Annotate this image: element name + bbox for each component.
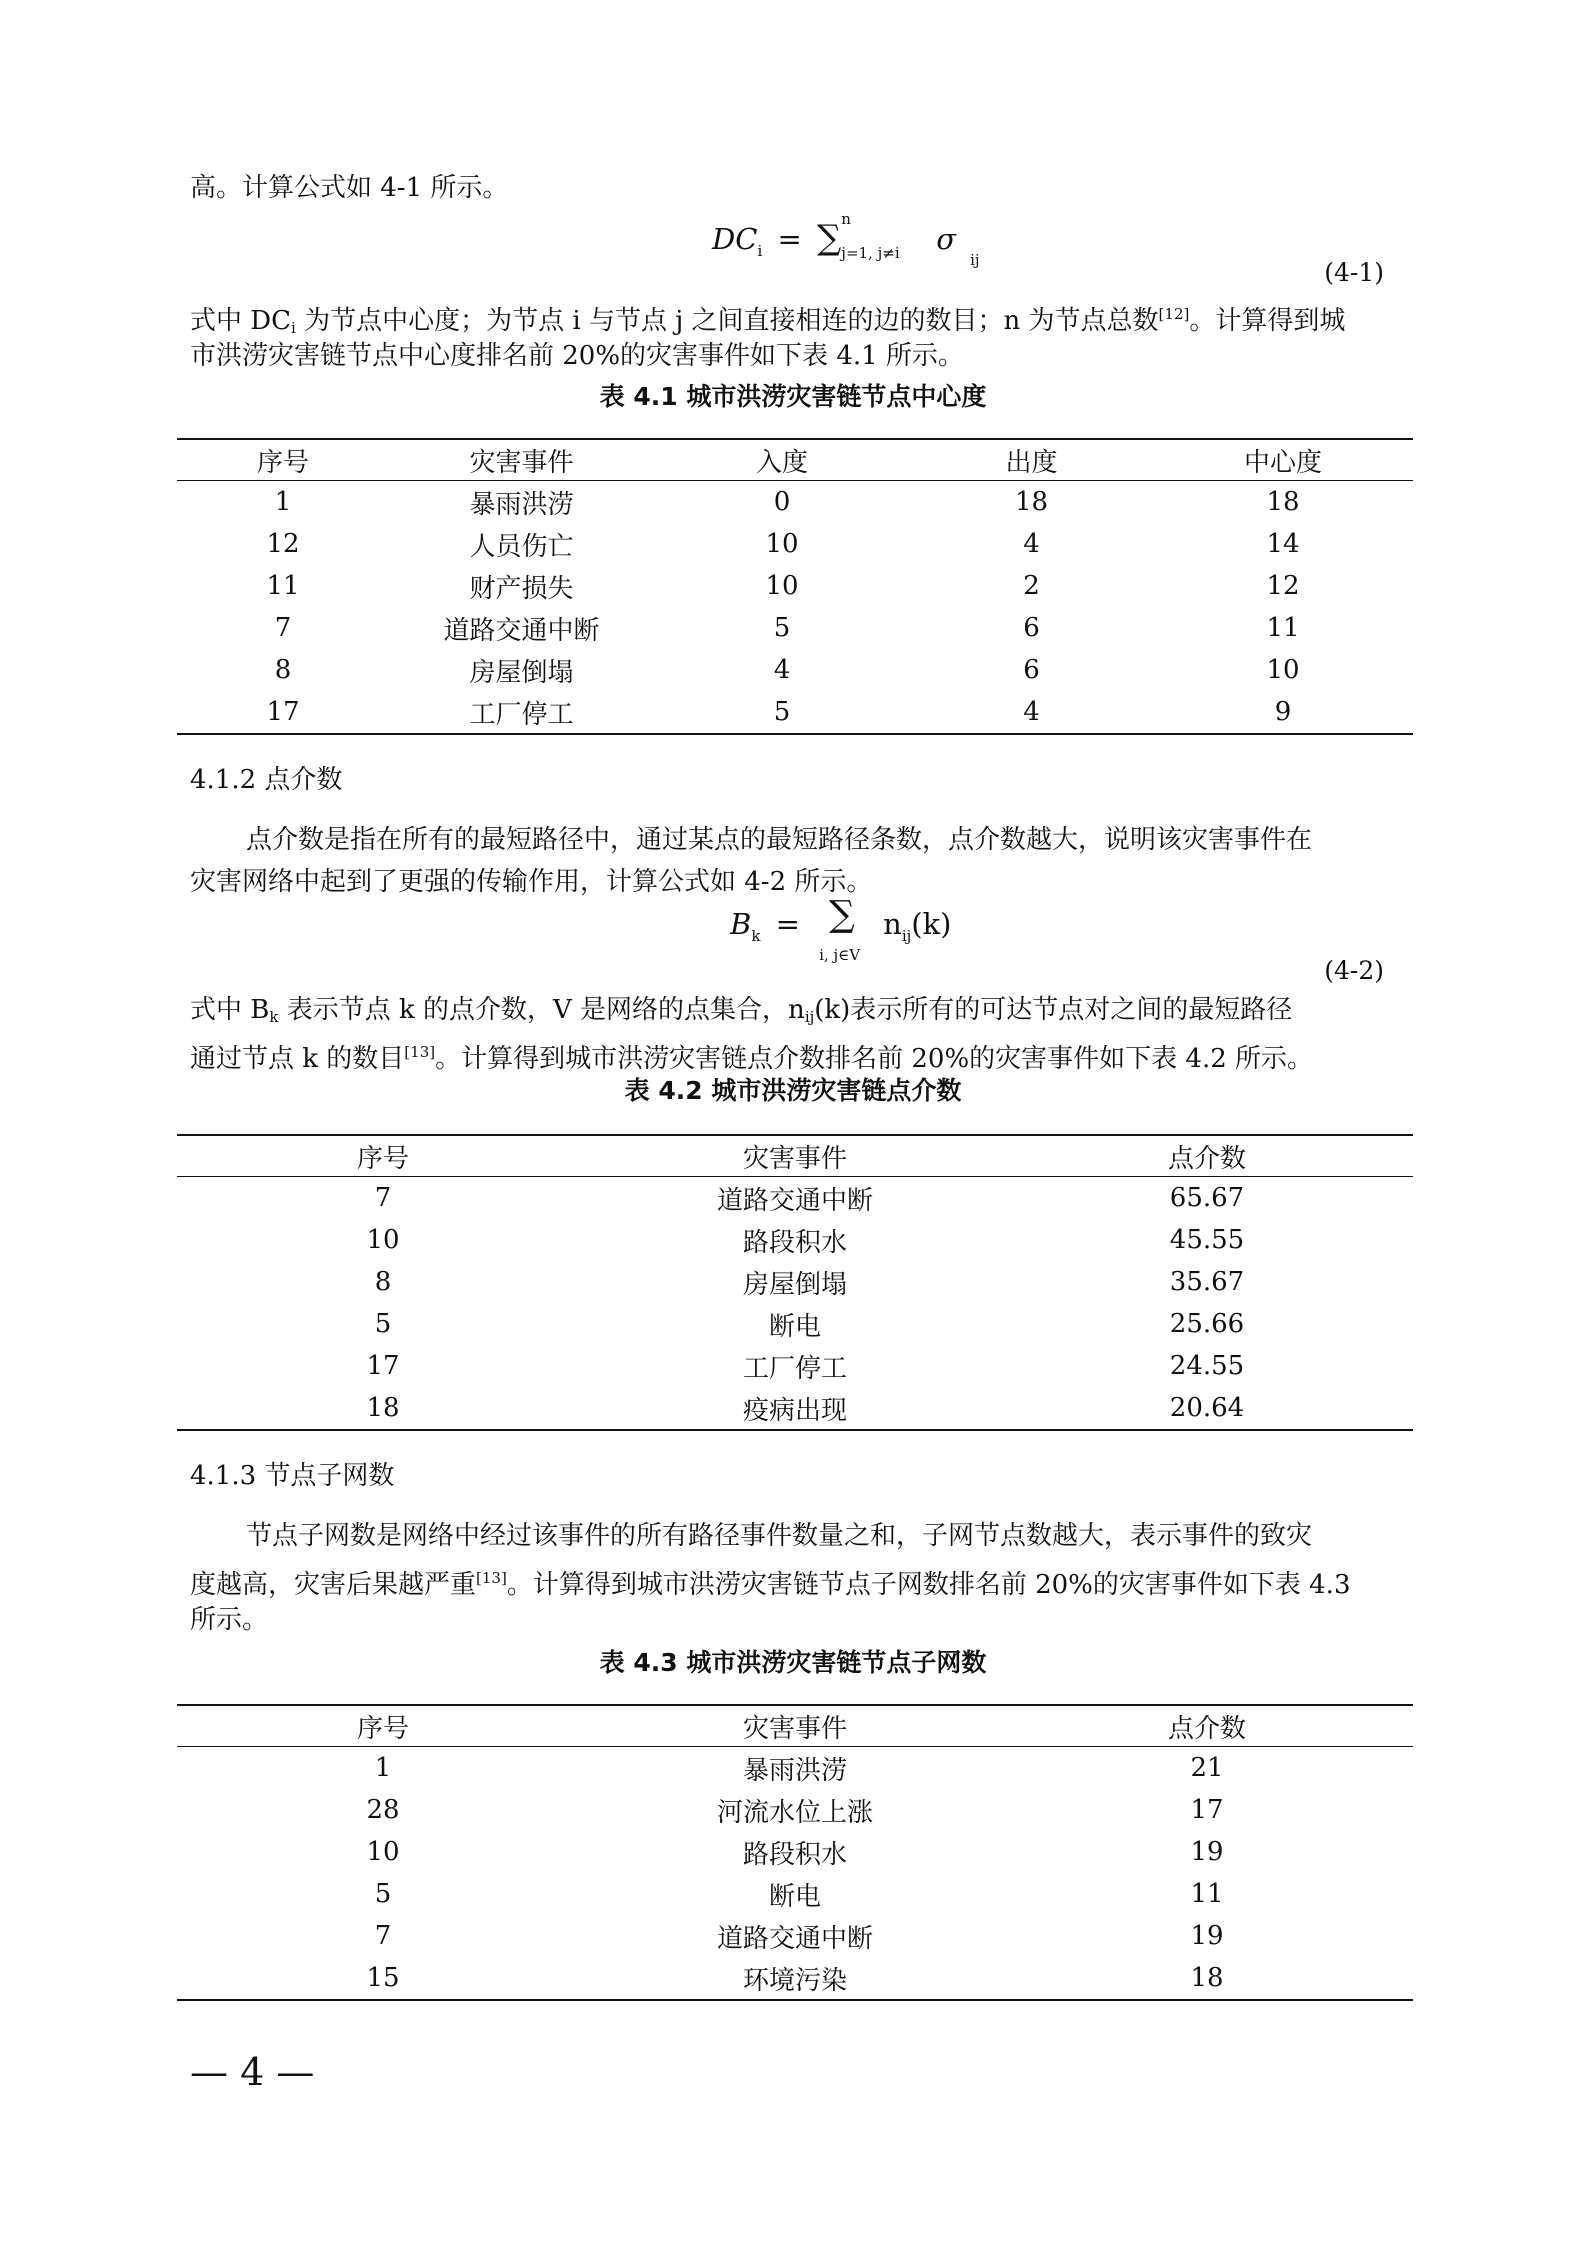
formula-eq: = [777, 222, 802, 256]
table-row [177, 481, 1413, 524]
table-cell: 28 [366, 1795, 400, 1825]
formula-lhs-sub: i [757, 241, 763, 260]
text-run: 度越高，灾害后果越严重 [190, 1570, 477, 1600]
table-cell: 房屋倒塌 [742, 1269, 847, 1300]
equation-number-4-2: (4-2) [1324, 956, 1384, 985]
formula-arg: (k) [911, 907, 952, 941]
table-cell: 暴雨洪涝 [742, 1755, 847, 1786]
table-cell: 房屋倒塌 [469, 657, 574, 688]
table-cell: 8 [274, 655, 292, 685]
table-cell: 路段积水 [742, 1227, 847, 1258]
table-cell: 12 [266, 529, 300, 559]
table-cell: 6 [1023, 613, 1040, 643]
sum-block [815, 894, 883, 964]
formula-n-sub: ij [901, 926, 912, 945]
table-cell: 断电 [768, 1881, 821, 1912]
section-heading-4-1-3: 4.1.3 节点子网数 [190, 1461, 395, 1491]
paragraph-intro: 高。计算公式如 4-1 所示。 [190, 173, 509, 203]
formula-lhs-sub: k [751, 926, 761, 945]
formula-sigma: σ [936, 222, 957, 256]
table-cell: 工厂停工 [389, 691, 654, 734]
table-row [177, 1873, 1413, 1915]
table-cell: 6 [1023, 655, 1040, 685]
table-header-cell: 序号 [177, 439, 389, 481]
table-row [177, 1747, 1413, 1790]
table-cell: 11 [266, 571, 300, 601]
table-header-cell: 点介数 [1001, 1135, 1413, 1177]
table-cell: 5 [374, 1309, 392, 1339]
paragraph-subnet-3: 所示。 [190, 1605, 269, 1635]
table-cell: 17 [177, 691, 389, 734]
table-cell: 4 [1023, 529, 1040, 559]
paragraph-formula-desc-2: 市洪涝灾害链节点中心度排名前 20%的灾害事件如下表 4.1 所示。 [190, 341, 964, 371]
table-cell: 人员伤亡 [469, 531, 574, 562]
table-row [177, 1177, 1413, 1220]
paragraph-subnet-1: 节点子网数是网络中经过该事件的所有路径事件数量之和，子网节点数越大，表示事件的致灾 [246, 1521, 1313, 1551]
table-cell: 11 [1190, 1879, 1224, 1909]
text-run: 表示节点 k 的点介数，V 是网络的点集合，n [278, 995, 805, 1025]
table-cell: 9 [1153, 691, 1413, 734]
table-4-3 [177, 1704, 1413, 2001]
table-cell: 7 [274, 613, 292, 643]
table-cell: 5 [374, 1879, 392, 1909]
formula-lhs: B [730, 907, 752, 941]
sum-sub: i, j∈V [819, 946, 861, 964]
summation-icon: ∑ [829, 894, 855, 935]
text-subscript: i [291, 319, 296, 337]
table-cell: 道路交通中断 [716, 1923, 873, 1954]
table-row [177, 1387, 1413, 1430]
table-cell: 0 [773, 487, 791, 517]
text-subscript: ij [804, 1008, 815, 1026]
table-cell: 5 [654, 691, 910, 734]
text-run: (k)表示所有的可达节点对之间的最短路径 [814, 995, 1293, 1025]
paragraph-formula-desc-4 [190, 1034, 1313, 1077]
text-run: 为节点中心度；为节点 i 与节点 j 之间直接相连的边的数目；n 为节点总数 [295, 306, 1159, 336]
table-4-3-caption: 表 4.3 城市洪涝灾害链节点子网数 [599, 1648, 987, 1677]
table-header-cell: 灾害事件 [589, 1135, 1001, 1177]
table-row [177, 1957, 1413, 2000]
table-header-cell: 点介数 [1001, 1705, 1413, 1747]
table-header-cell: 灾害事件 [589, 1705, 1001, 1747]
paragraph-betweenness-2: 灾害网络中起到了更强的传输作用，计算公式如 4-2 所示。 [190, 867, 873, 897]
table-cell: 工厂停工 [742, 1353, 847, 1384]
table-header-cell: 序号 [177, 1135, 589, 1177]
table-cell: 11 [1266, 613, 1300, 643]
table-cell: 7 [374, 1921, 392, 1951]
table-cell: 7 [374, 1183, 392, 1213]
paragraph-formula-desc-3 [190, 992, 1292, 1035]
table-cell: 10 [765, 529, 799, 559]
table-4-1 [177, 438, 1413, 735]
table-cell: 17 [1190, 1795, 1224, 1825]
table-cell: 8 [374, 1267, 392, 1297]
table-cell: 35.67 [1169, 1267, 1245, 1297]
table-cell: 疫病出现 [589, 1387, 1001, 1430]
table-cell: 河流水位上涨 [716, 1797, 873, 1828]
table-cell: 10 [366, 1837, 400, 1867]
table-row [177, 649, 1413, 691]
formula-4-2 [730, 894, 952, 964]
citation-ref: [13] [476, 1569, 507, 1587]
table-cell: 12 [1266, 571, 1300, 601]
table-cell: 断电 [768, 1311, 821, 1342]
formula-4-1 [712, 210, 980, 269]
table-row [177, 1831, 1413, 1873]
table-cell: 道路交通中断 [716, 1185, 873, 1216]
table-4-2-caption: 表 4.2 城市洪涝灾害链点介数 [624, 1076, 962, 1105]
text-run: 通过节点 k 的数目 [190, 1044, 405, 1074]
table-cell: 10 [1266, 655, 1300, 685]
table-row [177, 1915, 1413, 1957]
table-row [177, 1345, 1413, 1387]
table-cell: 道路交通中断 [443, 615, 600, 646]
sum-sub: j=1, j≠i [841, 244, 900, 262]
table-row [177, 691, 1413, 734]
page-number: — 4 — [190, 2050, 315, 2094]
table-cell: 10 [765, 571, 799, 601]
table-header-cell: 入度 [654, 439, 910, 481]
table-cell: 18 [1014, 487, 1049, 517]
table-cell: 1 [274, 487, 292, 517]
table-cell: 19 [1190, 1921, 1224, 1951]
table-header-cell: 序号 [177, 1705, 589, 1747]
table-cell: 24.55 [1169, 1351, 1245, 1381]
table-cell: 18 [177, 1387, 589, 1430]
citation-ref: [12] [1158, 305, 1190, 323]
section-heading-4-1-2: 4.1.2 点介数 [190, 765, 343, 795]
text-run: 。计算得到城市洪涝灾害链节点子网数排名前 20%的灾害事件如下表 4.3 [506, 1570, 1351, 1600]
formula-lhs: DC [712, 222, 758, 256]
table-cell: 1 [374, 1753, 392, 1783]
table-cell: 21 [1190, 1753, 1224, 1783]
sum-sup: n [841, 210, 851, 228]
table-cell: 财产损失 [469, 573, 574, 604]
equation-number-4-1: (4-1) [1324, 258, 1384, 287]
table-row [177, 1219, 1413, 1261]
sum-limits [841, 210, 936, 262]
formula-eq: = [775, 907, 800, 941]
table-cell: 环境污染 [589, 1957, 1001, 2000]
text-run: 。计算得到城 [1189, 306, 1346, 336]
table-header-cell: 中心度 [1153, 439, 1413, 481]
table-cell: 65.67 [1169, 1183, 1245, 1213]
text-run: 式中 B [190, 995, 270, 1025]
table-cell: 2 [1023, 571, 1040, 601]
table-header-cell: 灾害事件 [389, 439, 654, 481]
table-cell: 暴雨洪涝 [469, 489, 574, 520]
formula-n: n [883, 907, 902, 941]
table-cell: 5 [773, 613, 791, 643]
table-cell: 25.66 [1169, 1309, 1245, 1339]
table-cell: 17 [366, 1351, 400, 1381]
table-cell: 4 [773, 655, 791, 685]
table-row [177, 1261, 1413, 1303]
table-cell: 19 [1190, 1837, 1224, 1867]
table-row [177, 607, 1413, 649]
table-row [177, 1303, 1413, 1345]
table-cell: 14 [1266, 529, 1300, 559]
table-cell: 4 [910, 691, 1153, 734]
table-cell: 15 [177, 1957, 589, 2000]
sigma-sub: ij [970, 251, 980, 269]
table-row [177, 1789, 1413, 1831]
table-cell: 20.64 [1001, 1387, 1413, 1430]
table-cell: 10 [366, 1225, 400, 1255]
table-cell: 18 [1001, 1957, 1413, 2000]
table-cell: 45.55 [1169, 1225, 1245, 1255]
table-4-1-caption: 表 4.1 城市洪涝灾害链节点中心度 [599, 382, 987, 411]
text-subscript: k [269, 1008, 279, 1026]
citation-ref: [13] [404, 1043, 436, 1061]
table-cell: 18 [1266, 487, 1300, 517]
table-header-cell: 出度 [910, 439, 1153, 481]
text-run: 式中 DC [190, 306, 292, 336]
table-cell: 路段积水 [742, 1839, 847, 1870]
summation-icon: ∑ [817, 218, 842, 258]
paragraph-betweenness-1: 点介数是指在所有的最短路径中，通过某点的最短路径条数，点介数越大，说明该灾害事件在 [246, 825, 1313, 855]
table-4-2 [177, 1134, 1413, 1431]
table-row [177, 523, 1413, 565]
text-run: 。计算得到城市洪涝灾害链点介数排名前 20%的灾害事件如下表 4.2 所示。 [435, 1044, 1314, 1074]
paragraph-subnet-2 [190, 1560, 1350, 1603]
table-row [177, 565, 1413, 607]
